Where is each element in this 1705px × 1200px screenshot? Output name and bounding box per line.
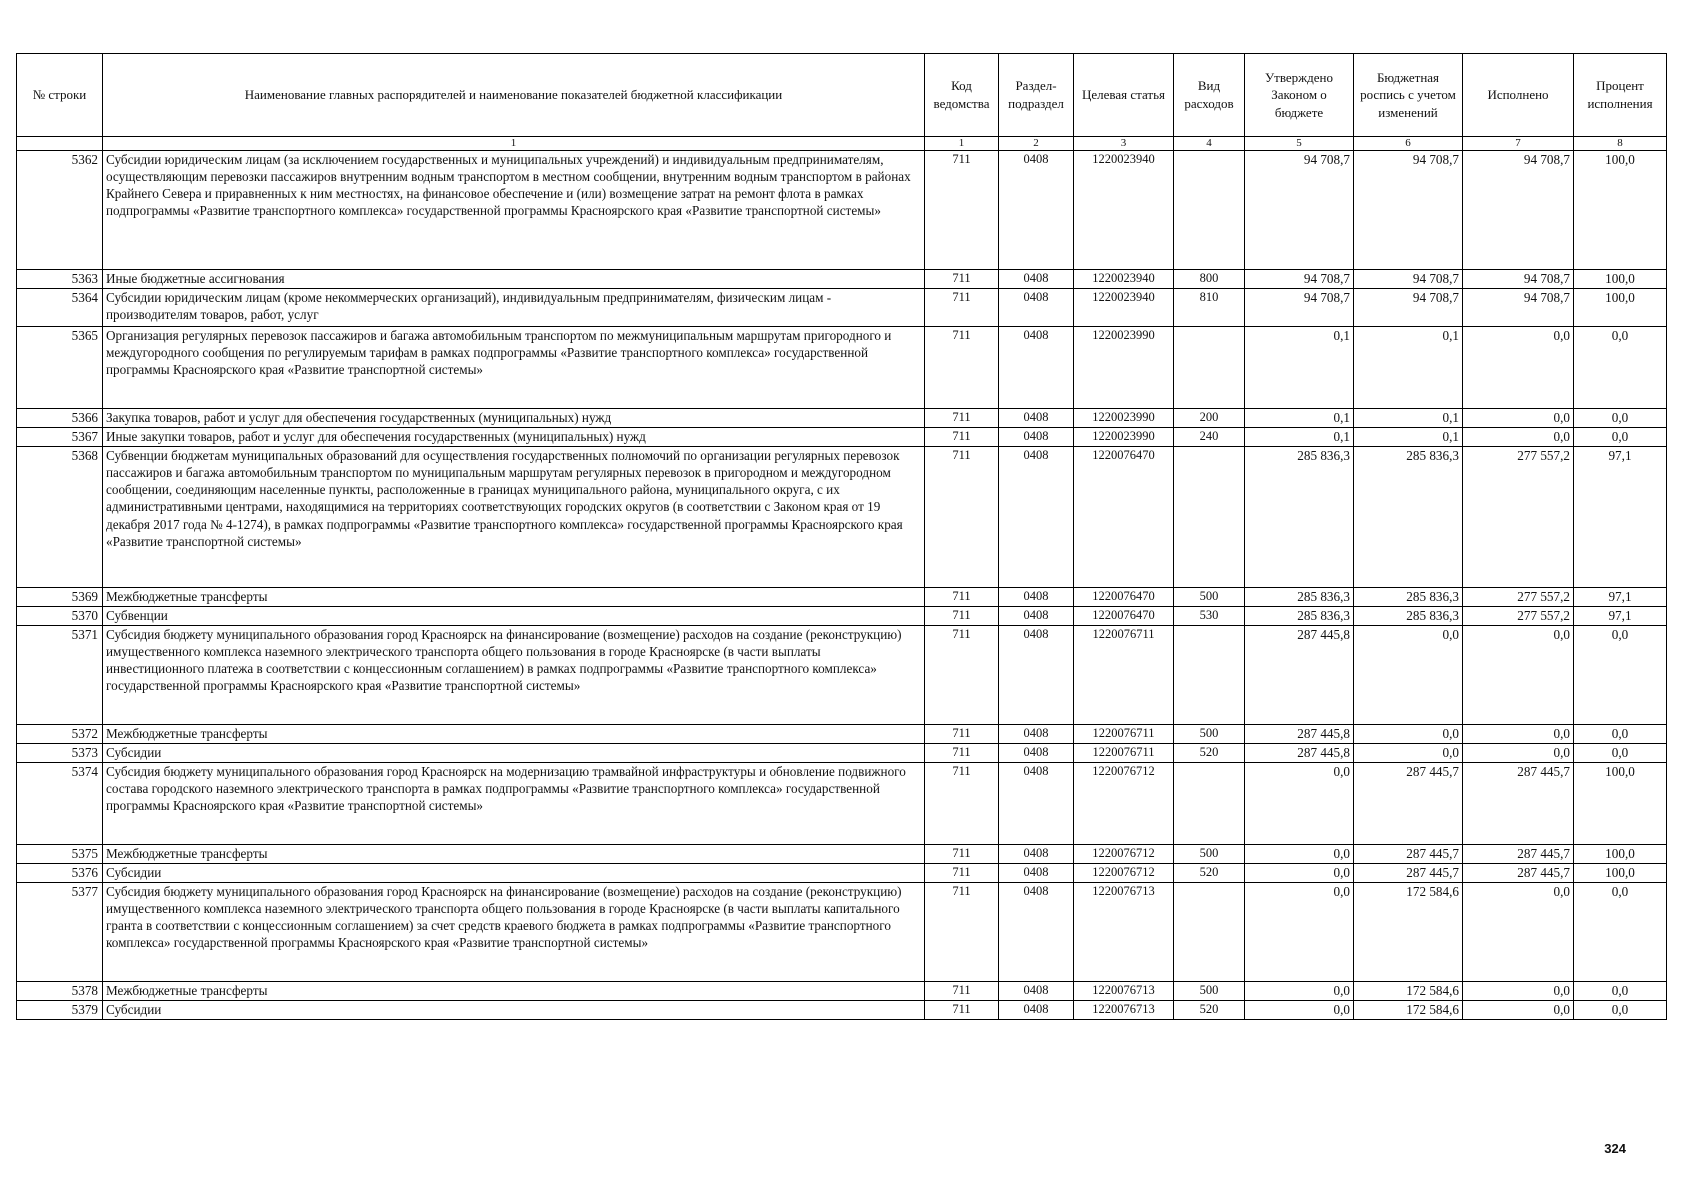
table-row <box>17 744 1667 763</box>
row-number: 5366 <box>17 409 103 428</box>
executed-amount: 0,0 <box>1463 327 1574 409</box>
table-row <box>17 327 1667 409</box>
dept-code: 711 <box>925 447 999 588</box>
dept-code: 711 <box>925 428 999 447</box>
approved-amount: 0,0 <box>1245 763 1354 845</box>
section-code: 0408 <box>999 588 1074 607</box>
row-name: Межбюджетные трансферты <box>103 725 925 744</box>
dept-code: 711 <box>925 327 999 409</box>
header-name: Наименование главных распорядителей и наименование показателей бюджетной классификации <box>103 54 925 137</box>
section-code: 0408 <box>999 763 1074 845</box>
execution-percent: 100,0 <box>1574 864 1667 883</box>
dept-code: 711 <box>925 763 999 845</box>
expense-kind: 500 <box>1174 845 1245 864</box>
schedule-amount: 287 445,7 <box>1354 763 1463 845</box>
section-code: 0408 <box>999 1001 1074 1020</box>
section-code: 0408 <box>999 744 1074 763</box>
expense-kind <box>1174 447 1245 588</box>
table-row <box>17 607 1667 626</box>
schedule-amount: 287 445,7 <box>1354 845 1463 864</box>
dept-code: 711 <box>925 626 999 725</box>
col-number-8: 7 <box>1463 137 1574 151</box>
section-code: 0408 <box>999 725 1074 744</box>
expense-kind <box>1174 883 1245 982</box>
expense-kind <box>1174 327 1245 409</box>
execution-percent: 100,0 <box>1574 763 1667 845</box>
row-name: Организация регулярных перевозок пассажиров и багажа автомобильным транспортом по межмуниципальным маршрутам пригородного и междугородного сообщения по регулируемым тарифам в рамках подпрограммы «Развитие транспортного комплекса» государственной программы Красноярского края «Развитие транспортной системы» <box>103 327 925 409</box>
target-article: 1220076470 <box>1074 588 1174 607</box>
schedule-amount: 94 708,7 <box>1354 289 1463 327</box>
section-code: 0408 <box>999 982 1074 1001</box>
table-row <box>17 982 1667 1001</box>
target-article: 1220076470 <box>1074 447 1174 588</box>
row-number: 5368 <box>17 447 103 588</box>
schedule-amount: 285 836,3 <box>1354 447 1463 588</box>
approved-amount: 0,1 <box>1245 327 1354 409</box>
target-article: 1220023940 <box>1074 270 1174 289</box>
row-number: 5377 <box>17 883 103 982</box>
row-name: Субсидии <box>103 744 925 763</box>
expense-kind: 520 <box>1174 744 1245 763</box>
approved-amount: 285 836,3 <box>1245 607 1354 626</box>
row-name: Закупка товаров, работ и услуг для обеспечения государственных (муниципальных) нужд <box>103 409 925 428</box>
schedule-amount: 0,0 <box>1354 725 1463 744</box>
execution-percent: 0,0 <box>1574 626 1667 725</box>
execution-percent: 100,0 <box>1574 845 1667 864</box>
executed-amount: 287 445,7 <box>1463 845 1574 864</box>
row-number: 5379 <box>17 1001 103 1020</box>
header-expense-kind: Вид расходов <box>1174 54 1245 137</box>
section-code: 0408 <box>999 864 1074 883</box>
target-article: 1220076712 <box>1074 763 1174 845</box>
row-number: 5364 <box>17 289 103 327</box>
expense-kind: 520 <box>1174 864 1245 883</box>
executed-amount: 277 557,2 <box>1463 607 1574 626</box>
row-name: Субсидия бюджету муниципального образования город Красноярск на модернизацию трамвайной инфраструктуры и обновление подвижного состава городского наземного электрического транспорта в рамках подпрограммы «Развитие транспортного комплекса» государственной программы Красноярского края «Развитие транспортной системы» <box>103 763 925 845</box>
executed-amount: 0,0 <box>1463 626 1574 725</box>
row-number: 5373 <box>17 744 103 763</box>
approved-amount: 94 708,7 <box>1245 270 1354 289</box>
executed-amount: 0,0 <box>1463 428 1574 447</box>
target-article: 1220076711 <box>1074 725 1174 744</box>
expense-kind: 530 <box>1174 607 1245 626</box>
executed-amount: 94 708,7 <box>1463 151 1574 270</box>
target-article: 1220023940 <box>1074 151 1174 270</box>
approved-amount: 0,1 <box>1245 428 1354 447</box>
row-name: Иные закупки товаров, работ и услуг для обеспечения государственных (муниципальных) нужд <box>103 428 925 447</box>
section-code: 0408 <box>999 151 1074 270</box>
dept-code: 711 <box>925 845 999 864</box>
table-row <box>17 428 1667 447</box>
row-name: Субвенции <box>103 607 925 626</box>
table-row <box>17 289 1667 327</box>
section-code: 0408 <box>999 327 1074 409</box>
col-number-9: 8 <box>1574 137 1667 151</box>
schedule-amount: 172 584,6 <box>1354 1001 1463 1020</box>
row-number: 5365 <box>17 327 103 409</box>
expense-kind: 500 <box>1174 725 1245 744</box>
row-number: 5363 <box>17 270 103 289</box>
target-article: 1220023940 <box>1074 289 1174 327</box>
section-code: 0408 <box>999 270 1074 289</box>
row-name: Субсидия бюджету муниципального образования город Красноярск на финансирование (возмещение) расходов на создание (реконструкцию) имущественного комплекса наземного электрического транспорта общего пользования в городе Красноярске (в части выплаты капитального гранта в соответствии с концессионным соглашением) за счет средств краевого бюджета в рамках подпрограммы «Развитие транспортного комплекса» государственной программы Красноярского края «Развитие транспортной системы» <box>103 883 925 982</box>
row-name: Иные бюджетные ассигнования <box>103 270 925 289</box>
executed-amount: 94 708,7 <box>1463 270 1574 289</box>
dept-code: 711 <box>925 607 999 626</box>
executed-amount: 287 445,7 <box>1463 864 1574 883</box>
header-executed: Исполнено <box>1463 54 1574 137</box>
table-row <box>17 626 1667 725</box>
header-schedule: Бюджетная роспись с учетом изменений <box>1354 54 1463 137</box>
approved-amount: 287 445,8 <box>1245 744 1354 763</box>
section-code: 0408 <box>999 447 1074 588</box>
header-row <box>17 54 1667 137</box>
row-number: 5376 <box>17 864 103 883</box>
row-number: 5369 <box>17 588 103 607</box>
executed-amount: 0,0 <box>1463 744 1574 763</box>
approved-amount: 0,1 <box>1245 409 1354 428</box>
target-article: 1220023990 <box>1074 327 1174 409</box>
row-name: Межбюджетные трансферты <box>103 845 925 864</box>
row-number: 5362 <box>17 151 103 270</box>
execution-percent: 97,1 <box>1574 607 1667 626</box>
approved-amount: 285 836,3 <box>1245 447 1354 588</box>
section-code: 0408 <box>999 607 1074 626</box>
execution-percent: 0,0 <box>1574 744 1667 763</box>
execution-percent: 100,0 <box>1574 289 1667 327</box>
table-row <box>17 270 1667 289</box>
dept-code: 711 <box>925 744 999 763</box>
executed-amount: 94 708,7 <box>1463 289 1574 327</box>
table-row <box>17 1001 1667 1020</box>
col-number-2: 1 <box>925 137 999 151</box>
col-number-4: 3 <box>1074 137 1174 151</box>
row-name: Межбюджетные трансферты <box>103 982 925 1001</box>
executed-amount: 0,0 <box>1463 409 1574 428</box>
section-code: 0408 <box>999 289 1074 327</box>
approved-amount: 0,0 <box>1245 864 1354 883</box>
execution-percent: 0,0 <box>1574 725 1667 744</box>
expense-kind: 200 <box>1174 409 1245 428</box>
dept-code: 711 <box>925 289 999 327</box>
approved-amount: 94 708,7 <box>1245 151 1354 270</box>
executed-amount: 287 445,7 <box>1463 763 1574 845</box>
dept-code: 711 <box>925 409 999 428</box>
schedule-amount: 94 708,7 <box>1354 151 1463 270</box>
schedule-amount: 0,0 <box>1354 626 1463 725</box>
row-number: 5367 <box>17 428 103 447</box>
schedule-amount: 172 584,6 <box>1354 883 1463 982</box>
execution-percent: 0,0 <box>1574 327 1667 409</box>
expense-kind: 520 <box>1174 1001 1245 1020</box>
table-row <box>17 447 1667 588</box>
approved-amount: 0,0 <box>1245 1001 1354 1020</box>
approved-amount: 285 836,3 <box>1245 588 1354 607</box>
dept-code: 711 <box>925 1001 999 1020</box>
execution-percent: 97,1 <box>1574 447 1667 588</box>
row-number: 5371 <box>17 626 103 725</box>
schedule-amount: 0,1 <box>1354 409 1463 428</box>
schedule-amount: 172 584,6 <box>1354 982 1463 1001</box>
executed-amount: 0,0 <box>1463 982 1574 1001</box>
section-code: 0408 <box>999 883 1074 982</box>
executed-amount: 0,0 <box>1463 725 1574 744</box>
executed-amount: 0,0 <box>1463 1001 1574 1020</box>
expense-kind: 240 <box>1174 428 1245 447</box>
budget-table <box>16 53 1667 1020</box>
col-number-6: 5 <box>1245 137 1354 151</box>
target-article: 1220076712 <box>1074 845 1174 864</box>
schedule-amount: 285 836,3 <box>1354 607 1463 626</box>
executed-amount: 277 557,2 <box>1463 588 1574 607</box>
table-body <box>17 151 1667 1020</box>
execution-percent: 0,0 <box>1574 428 1667 447</box>
col-number-1: 1 <box>103 137 925 151</box>
header-percent: Процент исполнения <box>1574 54 1667 137</box>
dept-code: 711 <box>925 883 999 982</box>
target-article: 1220076712 <box>1074 864 1174 883</box>
section-code: 0408 <box>999 626 1074 725</box>
dept-code: 711 <box>925 151 999 270</box>
dept-code: 711 <box>925 270 999 289</box>
target-article: 1220076711 <box>1074 744 1174 763</box>
target-article: 1220076470 <box>1074 607 1174 626</box>
execution-percent: 100,0 <box>1574 151 1667 270</box>
expense-kind: 810 <box>1174 289 1245 327</box>
expense-kind <box>1174 763 1245 845</box>
expense-kind: 800 <box>1174 270 1245 289</box>
row-number: 5375 <box>17 845 103 864</box>
table-row <box>17 725 1667 744</box>
schedule-amount: 0,1 <box>1354 327 1463 409</box>
dept-code: 711 <box>925 864 999 883</box>
dept-code: 711 <box>925 725 999 744</box>
column-number-row <box>17 137 1667 151</box>
expense-kind: 500 <box>1174 982 1245 1001</box>
row-name: Межбюджетные трансферты <box>103 588 925 607</box>
section-code: 0408 <box>999 428 1074 447</box>
execution-percent: 0,0 <box>1574 883 1667 982</box>
table-row <box>17 763 1667 845</box>
table-row <box>17 409 1667 428</box>
col-number-5: 4 <box>1174 137 1245 151</box>
execution-percent: 0,0 <box>1574 1001 1667 1020</box>
approved-amount: 0,0 <box>1245 982 1354 1001</box>
expense-kind <box>1174 626 1245 725</box>
execution-percent: 0,0 <box>1574 982 1667 1001</box>
target-article: 1220023990 <box>1074 409 1174 428</box>
execution-percent: 0,0 <box>1574 409 1667 428</box>
col-number-7: 6 <box>1354 137 1463 151</box>
row-number: 5372 <box>17 725 103 744</box>
target-article: 1220076713 <box>1074 1001 1174 1020</box>
schedule-amount: 94 708,7 <box>1354 270 1463 289</box>
header-approved: Утверждено Законом о бюджете <box>1245 54 1354 137</box>
row-name: Субсидия бюджету муниципального образования город Красноярск на финансирование (возмещение) расходов на создание (реконструкцию) имущественного комплекса наземного электрического транспорта общего пользования в городе Красноярске (в части выплаты инвестиционного платежа в соответствии с концессионным соглашением) в рамках подпрограммы «Развитие транспортного комплекса» государственной программы Красноярского края «Развитие транспортной системы» <box>103 626 925 725</box>
header-row-number: № строки <box>17 54 103 137</box>
executed-amount: 277 557,2 <box>1463 447 1574 588</box>
target-article: 1220023990 <box>1074 428 1174 447</box>
approved-amount: 0,0 <box>1245 845 1354 864</box>
execution-percent: 97,1 <box>1574 588 1667 607</box>
schedule-amount: 0,0 <box>1354 744 1463 763</box>
target-article: 1220076713 <box>1074 883 1174 982</box>
executed-amount: 0,0 <box>1463 883 1574 982</box>
row-number: 5374 <box>17 763 103 845</box>
table-row <box>17 588 1667 607</box>
header-target-article: Целевая статья <box>1074 54 1174 137</box>
section-code: 0408 <box>999 409 1074 428</box>
row-name: Субсидии <box>103 1001 925 1020</box>
page-number: 324 <box>1604 1141 1626 1156</box>
execution-percent: 100,0 <box>1574 270 1667 289</box>
approved-amount: 287 445,8 <box>1245 725 1354 744</box>
approved-amount: 0,0 <box>1245 883 1354 982</box>
table-row <box>17 151 1667 270</box>
schedule-amount: 285 836,3 <box>1354 588 1463 607</box>
col-number-3: 2 <box>999 137 1074 151</box>
row-number: 5370 <box>17 607 103 626</box>
table-row <box>17 845 1667 864</box>
approved-amount: 287 445,8 <box>1245 626 1354 725</box>
dept-code: 711 <box>925 588 999 607</box>
row-name: Субсидии <box>103 864 925 883</box>
header-dept-code: Код ведомства <box>925 54 999 137</box>
approved-amount: 94 708,7 <box>1245 289 1354 327</box>
expense-kind: 500 <box>1174 588 1245 607</box>
dept-code: 711 <box>925 982 999 1001</box>
row-name: Субсидии юридическим лицам (кроме некоммерческих организаций), индивидуальным предпринимателям, физическим лицам - производителям товаров, работ, услуг <box>103 289 925 327</box>
table-row <box>17 864 1667 883</box>
section-code: 0408 <box>999 845 1074 864</box>
row-name: Субвенции бюджетам муниципальных образований для осуществления государственных полномочий по организации регулярных перевозок пассажиров и багажа автомобильным транспортом по муниципальным маршрутам регулярных перевозок в пригородном и междугородном сообщении, соединяющим населенные пункты, расположенные в границах муниципального района, муниципального округа, с их административными центрами, находящимися на территориях соответствующих городских округов (в соответствии с Законом края от 19 декабря 2017 года № 4-1274), в рамках подпрограммы «Развитие транспортного комплекса» государственной программы Красноярского края «Развитие транспортной системы» <box>103 447 925 588</box>
expense-kind <box>1174 151 1245 270</box>
schedule-amount: 0,1 <box>1354 428 1463 447</box>
row-name: Субсидии юридическим лицам (за исключением государственных и муниципальных учреждений) и индивидуальным предпринимателям, осуществляющим перевозки пассажиров внутренним водным транспортом в местном сообщении, внутренним водным транспортом в районах Крайнего Севера и приравненных к ним местностях, на финансовое обеспечение и (или) возмещение затрат на ремонт флота в рамках подпрограммы «Развитие транспортного комплекса» государственной программы Красноярского края «Развитие транспортной системы» <box>103 151 925 270</box>
row-number: 5378 <box>17 982 103 1001</box>
target-article: 1220076713 <box>1074 982 1174 1001</box>
table-row <box>17 883 1667 982</box>
target-article: 1220076711 <box>1074 626 1174 725</box>
header-section: Раздел-подраздел <box>999 54 1074 137</box>
col-number-0 <box>17 137 103 151</box>
schedule-amount: 287 445,7 <box>1354 864 1463 883</box>
